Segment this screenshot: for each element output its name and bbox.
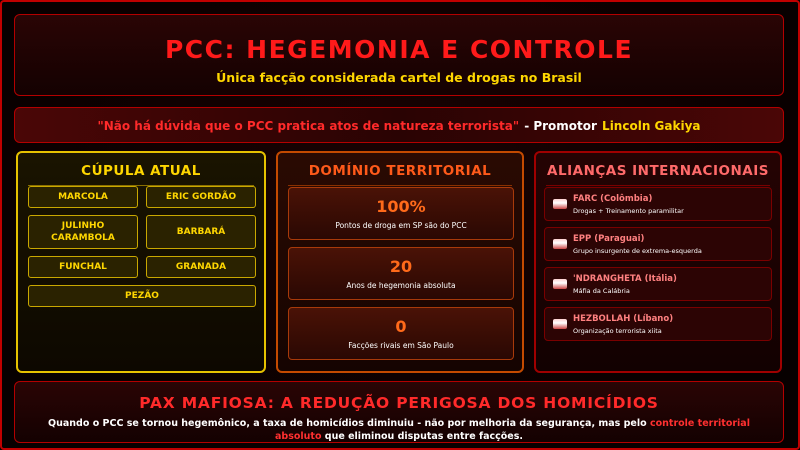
leader-card[interactable]: JULINHO CARAMBOLA	[28, 215, 138, 249]
quote-attribution: - Promotor	[524, 119, 597, 133]
leader-card[interactable]: MARCOLA	[28, 186, 138, 208]
leader-card[interactable]: FUNCHAL	[28, 256, 138, 278]
alliance-item[interactable]	[544, 227, 772, 261]
alliance-name: FARC (Colômbia)	[573, 193, 653, 204]
stat-card	[288, 247, 514, 300]
leader-card[interactable]: GRANADA	[146, 256, 256, 278]
quote-text: "Não há dúvida que o PCC pratica atos de natureza terrorista"	[97, 119, 520, 133]
alliance-name: 'NDRANGHETA (Itália)	[573, 273, 677, 284]
flag-icon	[553, 319, 567, 329]
stat-label: Pontos de droga em SP são do PCC	[335, 221, 467, 230]
flag-icon	[553, 199, 567, 209]
stat-card	[288, 187, 514, 240]
stat-value: 0	[395, 317, 407, 336]
footer-text-before: Quando o PCC se tornou hegemônico, a taxa de homicídios diminuiu - não por melhoria da segurança, mas pelo	[48, 418, 647, 429]
cupula-title: CÚPULA ATUAL	[81, 163, 201, 179]
header-panel	[14, 14, 784, 96]
alliance-desc: Grupo insurgente de extrema-esquerda	[573, 246, 702, 255]
stat-card	[288, 307, 514, 360]
page-subtitle: Única facção considerada cartel de drogas no Brasil	[216, 70, 582, 85]
aliancas-title: ALIANÇAS INTERNACIONAIS	[547, 163, 769, 179]
divider	[546, 185, 770, 186]
footer-text	[15, 417, 783, 443]
dominio-title: DOMÍNIO TERRITORIAL	[308, 163, 492, 179]
page-title: PCC: HEGEMONIA E CONTROLE	[164, 35, 634, 64]
alliance-item[interactable]	[544, 267, 772, 301]
stat-value: 20	[389, 257, 413, 276]
divider	[288, 185, 512, 186]
stat-label: Facções rivais em São Paulo	[348, 341, 454, 350]
flag-icon	[553, 239, 567, 249]
cupula-panel	[16, 151, 266, 373]
stat-label: Anos de hegemonia absoluta	[346, 281, 456, 290]
leader-card[interactable]: BARBARÁ	[146, 215, 256, 249]
footer-panel	[14, 381, 784, 443]
alliance-name: EPP (Paraguai)	[573, 233, 645, 244]
quote-author: Lincoln Gakiya	[602, 119, 701, 133]
alliance-item[interactable]	[544, 307, 772, 341]
alliance-desc: Organização terrorista xiita	[573, 326, 662, 335]
footer-title: PAX MAFIOSA: A REDUÇÃO PERIGOSA DOS HOMICÍDIOS	[139, 394, 659, 412]
leader-card[interactable]: ERIC GORDÃO	[146, 186, 256, 208]
footer-highlight: controle territorial absoluto	[275, 418, 750, 442]
alliance-desc: Máfia da Calábria	[573, 286, 630, 295]
alliance-item[interactable]	[544, 187, 772, 221]
aliancas-panel	[534, 151, 782, 373]
alliance-name: HEZBOLLAH (Líbano)	[573, 313, 674, 324]
footer-text-after: que eliminou disputas entre facções.	[324, 431, 523, 442]
quote-banner	[14, 107, 784, 143]
stat-value: 100%	[376, 197, 426, 216]
dominio-panel	[276, 151, 524, 373]
flag-icon	[553, 279, 567, 289]
leader-card[interactable]: PEZÃO	[28, 285, 256, 307]
alliance-desc: Drogas + Treinamento paramilitar	[573, 206, 684, 215]
